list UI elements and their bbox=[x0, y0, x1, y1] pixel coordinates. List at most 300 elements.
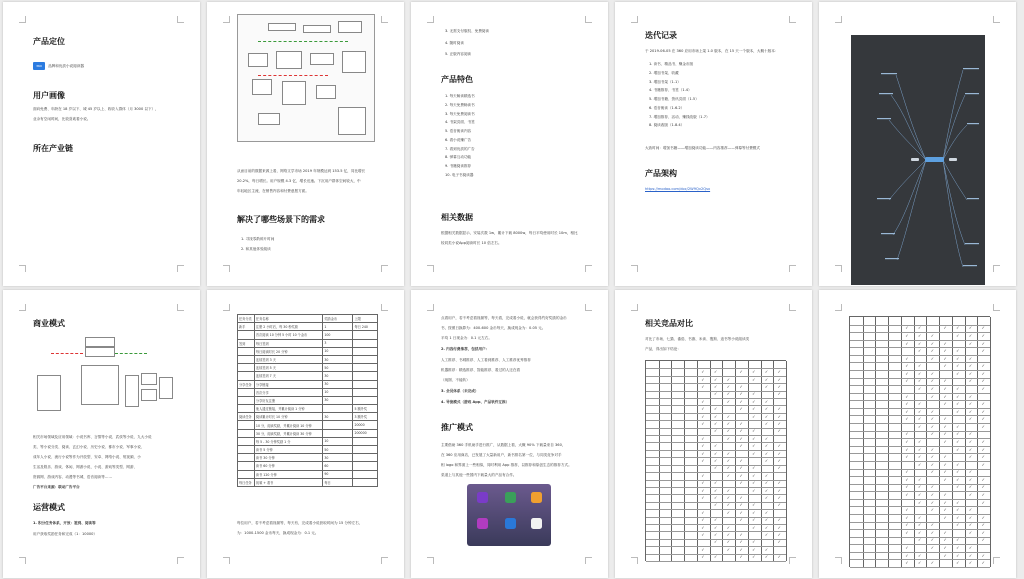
check-mark: ✓ bbox=[764, 383, 769, 389]
iteration-item: 1. 读书、精品书、赚金币版 bbox=[649, 62, 694, 66]
check-mark: ✓ bbox=[981, 454, 985, 460]
iteration-heading: 迭代记录 bbox=[645, 31, 677, 40]
features-heading: 产品特色 bbox=[441, 75, 473, 84]
feature-item: 1. 每天畅读精选书 bbox=[445, 94, 475, 98]
item-line-2: 人工推荐、书城推荐、人工看到推荐、人工推荐优秀推荐 bbox=[441, 358, 531, 362]
feature-item: 9. 书籍阅读推荐 bbox=[445, 164, 472, 169]
data-line-1: 根据相关数据显示，安装次数 1w，累计下载 8000w，每日平均使用时长 10m，相比 bbox=[441, 231, 578, 235]
app-icon-purple bbox=[477, 492, 488, 503]
check-mark: ✓ bbox=[968, 355, 973, 361]
business-line-5: 资源网、游戏内容、动漫等书城、语音阅读等…… bbox=[33, 475, 113, 479]
check-mark: ✓ bbox=[777, 428, 781, 434]
check-mark: ✓ bbox=[764, 443, 769, 449]
check-mark: ✓ bbox=[918, 454, 922, 460]
task-table-body bbox=[238, 323, 378, 487]
top-item-2: 4. 随时阅读 bbox=[445, 41, 464, 45]
check-mark: ✓ bbox=[918, 439, 922, 444]
check-mark: ✓ bbox=[726, 435, 731, 441]
check-mark: ✓ bbox=[956, 552, 960, 558]
check-mark: ✓ bbox=[764, 487, 769, 493]
check-mark: ✓ bbox=[777, 539, 781, 545]
check-mark: ✓ bbox=[752, 502, 756, 508]
check-mark: ✓ bbox=[764, 376, 769, 382]
check-mark: ✓ bbox=[726, 383, 731, 389]
check-mark: ✓ bbox=[968, 514, 973, 520]
check-mark: ✓ bbox=[701, 487, 705, 493]
check-mark: ✓ bbox=[905, 484, 909, 490]
check-mark: ✓ bbox=[726, 495, 731, 501]
check-mark: ✓ bbox=[726, 465, 731, 471]
check-mark: ✓ bbox=[956, 469, 960, 475]
check-mark: ✓ bbox=[930, 560, 935, 566]
check-mark: ✓ bbox=[943, 439, 947, 444]
check-mark: ✓ bbox=[918, 522, 922, 528]
item-line-4: （纯图、不能转） bbox=[441, 378, 470, 382]
check-mark: ✓ bbox=[981, 401, 985, 407]
check-mark: ✓ bbox=[726, 391, 731, 397]
market-line-1: 从而目前的数据来源上看，网络文学市场 2019 年规模达到 153.5 亿，同比增长 bbox=[237, 169, 366, 173]
page-6 bbox=[3, 290, 200, 578]
check-mark: ✓ bbox=[764, 458, 769, 463]
check-mark: ✓ bbox=[752, 450, 756, 456]
check-mark: ✓ bbox=[918, 408, 922, 414]
check-mark: ✓ bbox=[943, 340, 947, 346]
check-mark: ✓ bbox=[956, 545, 960, 551]
check-mark: ✓ bbox=[930, 348, 935, 354]
app-logo: 360 bbox=[33, 62, 45, 70]
promo-line-4: 渠道上与其他一些国内下载量大的产品有合作。 bbox=[441, 473, 517, 477]
check-mark: ✓ bbox=[726, 398, 731, 404]
table-header-row: 任务分类 任务名称 奖励金币 上限 bbox=[238, 315, 378, 323]
check-mark: ✓ bbox=[981, 363, 985, 369]
promo-line-3: 相 logo 和界面上一些相似，同时利用 App 推荐，以推荐和原创生态的推荐方式。 bbox=[441, 463, 572, 467]
check-mark: ✓ bbox=[752, 546, 756, 552]
check-mark: ✓ bbox=[714, 376, 718, 382]
check-mark: ✓ bbox=[739, 428, 743, 434]
check-mark: ✓ bbox=[764, 369, 769, 375]
check-mark: ✓ bbox=[905, 492, 909, 498]
check-mark: ✓ bbox=[739, 509, 743, 515]
check-mark: ✓ bbox=[956, 385, 960, 391]
check-mark: ✓ bbox=[930, 454, 935, 460]
check-mark: ✓ bbox=[968, 340, 973, 346]
check-mark: ✓ bbox=[752, 406, 756, 412]
check-mark: ✓ bbox=[777, 376, 781, 382]
iteration-item: 2. 增加书架、收藏 bbox=[649, 70, 679, 75]
check-mark: ✓ bbox=[905, 454, 909, 460]
check-mark: ✓ bbox=[968, 484, 973, 490]
check-mark: ✓ bbox=[956, 499, 960, 505]
check-mark: ✓ bbox=[981, 408, 985, 414]
check-mark: ✓ bbox=[739, 383, 743, 389]
check-mark: ✓ bbox=[701, 420, 705, 426]
check-mark: ✓ bbox=[968, 522, 973, 528]
check-mark: ✓ bbox=[714, 517, 718, 523]
business-line-3: 成年人小说、流行小说等作为开放型、安卓、网络小说、短视频、小 bbox=[33, 455, 141, 459]
business-line-1: 相关市场领域及应用领域：小说书库、言情等小说、武侠等小说、九大小说 bbox=[33, 435, 152, 439]
check-mark: ✓ bbox=[777, 420, 781, 426]
table-row: 连续签到 3 天 30 bbox=[238, 355, 378, 363]
check-mark: ✓ bbox=[777, 554, 781, 560]
table-row: 读书 120 分钟 90 bbox=[238, 470, 378, 478]
check-mark: ✓ bbox=[777, 524, 781, 530]
check-mark: ✓ bbox=[930, 484, 935, 490]
top-item-3: 5. 正版内容阅读 bbox=[445, 52, 472, 56]
check-mark: ✓ bbox=[968, 469, 973, 475]
check-mark: ✓ bbox=[739, 398, 743, 404]
check-mark: ✓ bbox=[726, 472, 731, 478]
table-row: 连续签到 5 天 50 bbox=[238, 364, 378, 372]
check-mark: ✓ bbox=[726, 376, 731, 382]
check-mark: ✓ bbox=[930, 393, 935, 399]
check-mark: ✓ bbox=[968, 332, 973, 338]
compare-intro-1: 对比了市场、七猫、番茄、书旗、米读、搜狗、追书等小说阅读类 bbox=[645, 337, 750, 341]
check-mark: ✓ bbox=[981, 529, 985, 535]
check-mark: ✓ bbox=[752, 369, 756, 375]
check-mark: ✓ bbox=[930, 340, 935, 346]
check-mark: ✓ bbox=[943, 416, 947, 422]
check-mark: ✓ bbox=[968, 370, 973, 376]
check-mark: ✓ bbox=[739, 369, 743, 375]
check-mark: ✓ bbox=[905, 401, 909, 407]
check-mark: ✓ bbox=[714, 487, 718, 493]
check-mark: ✓ bbox=[905, 439, 909, 444]
compare-intro-2: 产品，得出如下结论： bbox=[645, 347, 681, 351]
check-mark: ✓ bbox=[714, 480, 718, 486]
iteration-intro: 于 2019-06-05 在 360 应用市场上架 1.0 版本，在 15 天一个版本，大概十版本： bbox=[645, 49, 779, 53]
check-mark: ✓ bbox=[905, 355, 909, 361]
check-mark: ✓ bbox=[764, 495, 769, 501]
table-row: 每 5 - 30 分钟奖励 1 分 10 bbox=[238, 437, 378, 445]
check-mark: ✓ bbox=[752, 376, 756, 382]
business-model-diagram bbox=[33, 335, 173, 420]
check-mark: ✓ bbox=[701, 532, 705, 538]
check-mark: ✓ bbox=[918, 363, 922, 369]
check-mark: ✓ bbox=[764, 532, 769, 538]
check-mark: ✓ bbox=[930, 408, 935, 414]
check-mark: ✓ bbox=[764, 398, 769, 404]
check-mark: ✓ bbox=[714, 539, 718, 545]
check-mark: ✓ bbox=[739, 539, 743, 545]
table-row: 10 分，阅读奖励，并累计阅读 10 分钟 20000 bbox=[238, 421, 378, 429]
check-mark: ✓ bbox=[777, 495, 781, 501]
check-mark: ✓ bbox=[981, 484, 985, 490]
top-line-1: 点看用户，若不考虑看视频等，每天看，完成看小说，就会获得约好奖励的金币 bbox=[441, 316, 567, 320]
check-mark: ✓ bbox=[714, 428, 718, 434]
check-mark: ✓ bbox=[777, 487, 781, 493]
top-line-3: 平均 1 日现金为：0.1 元左右。 bbox=[441, 336, 492, 340]
check-mark: ✓ bbox=[930, 355, 935, 361]
ops-line-2: 用户获取奖励任务和完成（1：10000） bbox=[33, 532, 98, 536]
item-line-5: 3. 会员体系（未完成） bbox=[441, 389, 479, 393]
check-mark: ✓ bbox=[764, 450, 769, 456]
check-mark: ✓ bbox=[905, 529, 909, 535]
business-line-2: 类、等小说分类、阅读、玄幻小说、历史小说、都市小说、军事小说、 bbox=[33, 445, 145, 449]
item-line-3: 机器推荐：精选推荐、智能推荐、看过的人还在看 bbox=[441, 368, 521, 372]
check-mark: ✓ bbox=[956, 514, 960, 520]
industry-chain-diagram bbox=[237, 14, 375, 142]
check-mark: ✓ bbox=[752, 413, 756, 419]
check-mark: ✓ bbox=[981, 423, 985, 429]
check-mark: ✓ bbox=[752, 435, 756, 441]
check-mark: ✓ bbox=[777, 480, 781, 486]
check-mark: ✓ bbox=[764, 413, 769, 419]
check-mark: ✓ bbox=[777, 391, 781, 397]
check-mark: ✓ bbox=[752, 398, 756, 404]
comparison-table bbox=[645, 360, 786, 561]
check-mark: ✓ bbox=[981, 332, 985, 338]
check-mark: ✓ bbox=[943, 469, 947, 475]
check-mark: ✓ bbox=[714, 413, 718, 419]
check-mark: ✓ bbox=[777, 443, 781, 449]
check-mark: ✓ bbox=[930, 522, 935, 528]
check-mark: ✓ bbox=[714, 443, 718, 449]
check-mark: ✓ bbox=[918, 423, 922, 429]
check-mark: ✓ bbox=[968, 408, 973, 414]
business-line-4: 生活及娱乐、游戏、休闲、网游小说、小说、游戏等类型、网游、 bbox=[33, 465, 138, 469]
check-mark: ✓ bbox=[701, 435, 705, 441]
check-mark: ✓ bbox=[956, 476, 960, 482]
check-mark: ✓ bbox=[752, 509, 756, 515]
check-mark: ✓ bbox=[764, 554, 769, 560]
check-mark: ✓ bbox=[956, 560, 960, 566]
check-mark: ✓ bbox=[918, 416, 922, 422]
check-mark: ✓ bbox=[777, 450, 781, 456]
check-mark: ✓ bbox=[981, 476, 985, 482]
table-row: 分享任务 分享链接 30 bbox=[238, 380, 378, 388]
check-mark: ✓ bbox=[752, 554, 756, 560]
check-mark: ✓ bbox=[956, 439, 960, 444]
page-2 bbox=[207, 2, 404, 286]
page-5 bbox=[819, 2, 1016, 286]
check-mark: ✓ bbox=[981, 378, 985, 384]
check-mark: ✓ bbox=[777, 369, 781, 375]
check-mark: ✓ bbox=[905, 370, 909, 376]
check-mark: ✓ bbox=[918, 552, 922, 558]
check-mark: ✓ bbox=[739, 480, 743, 486]
architecture-heading: 产品架构 bbox=[645, 169, 677, 178]
app-icon-magenta bbox=[477, 518, 488, 529]
check-mark: ✓ bbox=[739, 472, 743, 478]
check-mark: ✓ bbox=[905, 416, 909, 422]
persona-line-1: 面向免费、年龄在 18 岁以下、城 45 岁以上、收收入群体（月 3000 以下）， bbox=[33, 107, 159, 111]
check-mark: ✓ bbox=[918, 484, 922, 490]
check-mark: ✓ bbox=[918, 560, 922, 566]
check-mark: ✓ bbox=[905, 363, 909, 369]
check-mark: ✓ bbox=[943, 431, 947, 437]
check-mark: ✓ bbox=[714, 532, 718, 538]
partner-text: 广告平台来源：联动广告平台 bbox=[33, 485, 80, 489]
data-heading: 相关数据 bbox=[441, 213, 473, 222]
check-mark: ✓ bbox=[752, 472, 756, 478]
check-mark: ✓ bbox=[943, 355, 947, 361]
table-row: 分享好友注册 30 bbox=[238, 396, 378, 404]
table-row: 首次阅读 10 分钟 5 小时 10 个金币 100 bbox=[238, 331, 378, 339]
check-mark: ✓ bbox=[701, 383, 705, 389]
check-mark: ✓ bbox=[726, 539, 731, 545]
task-table bbox=[237, 314, 378, 487]
promo-line-2: 在 360 应用商店，已发展了大量新用户，新书排名第一位，与同类竞争对手 bbox=[441, 453, 562, 457]
check-mark: ✓ bbox=[701, 458, 705, 463]
check-mark: ✓ bbox=[968, 431, 973, 437]
table-row: 读书 30 分钟 30 bbox=[238, 454, 378, 462]
check-mark: ✓ bbox=[930, 529, 935, 535]
check-mark: ✓ bbox=[918, 340, 922, 346]
check-mark: ✓ bbox=[981, 461, 985, 467]
table-row: 连续签到 7 天 30 bbox=[238, 372, 378, 380]
iteration-item: 5. 增加书籍、资讯页面（1.5） bbox=[649, 97, 699, 102]
persona-line-2: 业余有空闲时间，比较喜欢看小说。 bbox=[33, 117, 91, 121]
check-mark: ✓ bbox=[777, 406, 781, 412]
check-mark: ✓ bbox=[943, 514, 947, 520]
app-icon-blue bbox=[505, 518, 516, 529]
check-mark: ✓ bbox=[726, 524, 731, 530]
features-list bbox=[445, 95, 475, 183]
check-mark: ✓ bbox=[701, 554, 705, 560]
check-mark: ✓ bbox=[930, 545, 935, 551]
check-mark: ✓ bbox=[918, 461, 922, 467]
check-mark: ✓ bbox=[726, 458, 731, 463]
check-mark: ✓ bbox=[701, 524, 705, 530]
check-mark: ✓ bbox=[956, 446, 960, 452]
check-mark: ✓ bbox=[918, 514, 922, 520]
positioning-text: 品牌和优质小说阅读器 bbox=[48, 64, 84, 68]
architecture-link[interactable]: https://modao.com/doc/2W9Qv2Qsx bbox=[645, 187, 711, 191]
check-mark: ✓ bbox=[968, 492, 973, 498]
check-mark: ✓ bbox=[739, 554, 743, 560]
check-mark: ✓ bbox=[930, 431, 935, 437]
table-row: 首次分享 10 bbox=[238, 388, 378, 396]
check-mark: ✓ bbox=[930, 461, 935, 467]
check-mark: ✓ bbox=[968, 439, 973, 444]
feature-item: 4. 书架页面、书签 bbox=[445, 120, 475, 125]
check-mark: ✓ bbox=[918, 370, 922, 376]
page-8 bbox=[411, 290, 608, 578]
check-mark: ✓ bbox=[943, 363, 947, 369]
check-mark: ✓ bbox=[739, 406, 743, 412]
check-mark: ✓ bbox=[701, 495, 705, 501]
check-mark: ✓ bbox=[714, 406, 718, 412]
check-mark: ✓ bbox=[981, 439, 985, 444]
feature-item: 3. 每天免费阅读书 bbox=[445, 111, 475, 116]
check-mark: ✓ bbox=[918, 332, 922, 338]
table-row: 每日阅读时长 20 分钟 10 bbox=[238, 347, 378, 355]
table-row: 他人通过链接，并累计阅读 1 分钟 5 额外奖 bbox=[238, 405, 378, 413]
page-10 bbox=[819, 290, 1016, 578]
check-mark: ✓ bbox=[981, 537, 985, 543]
check-mark: ✓ bbox=[701, 546, 705, 552]
check-mark: ✓ bbox=[981, 348, 985, 354]
check-mark: ✓ bbox=[930, 507, 935, 513]
check-mark: ✓ bbox=[981, 492, 985, 498]
check-mark: ✓ bbox=[905, 514, 909, 520]
check-mark: ✓ bbox=[905, 340, 909, 346]
check-mark: ✓ bbox=[777, 458, 781, 463]
phone-screenshot bbox=[467, 484, 551, 546]
check-mark: ✓ bbox=[905, 469, 909, 475]
market-line-3: 年轻地区主流，在销售内容和付费意愿方面。 bbox=[237, 189, 309, 193]
check-mark: ✓ bbox=[739, 532, 743, 538]
check-mark: ✓ bbox=[701, 509, 705, 515]
check-mark: ✓ bbox=[956, 537, 960, 543]
compare-heading: 相关竞品对比 bbox=[645, 319, 693, 328]
check-mark: ✓ bbox=[701, 369, 705, 375]
check-mark: ✓ bbox=[918, 348, 922, 354]
comparison-table-continued bbox=[849, 316, 990, 567]
check-mark: ✓ bbox=[714, 524, 718, 530]
check-mark: ✓ bbox=[701, 413, 705, 419]
table-row: 读书 5 分钟 50 bbox=[238, 446, 378, 454]
check-mark: ✓ bbox=[943, 385, 947, 391]
market-line-2: 20.2%，每日增长。用户规模 4.3 亿，增长迅速。下沉用户群体空间较大，中 bbox=[237, 179, 361, 183]
check-mark: ✓ bbox=[981, 325, 985, 331]
check-mark: ✓ bbox=[956, 408, 960, 414]
check-mark: ✓ bbox=[956, 461, 960, 467]
check-mark: ✓ bbox=[956, 393, 960, 399]
check-mark: ✓ bbox=[752, 428, 756, 434]
check-mark: ✓ bbox=[943, 423, 947, 429]
business-heading: 商业模式 bbox=[33, 319, 65, 328]
check-mark: ✓ bbox=[943, 476, 947, 482]
check-mark: ✓ bbox=[739, 435, 743, 441]
top-item-1: 3. 无需支付版权、免费阅读 bbox=[445, 29, 490, 33]
check-mark: ✓ bbox=[943, 393, 947, 399]
table-footer-line-1: 每位用户，若不考虑看视频等，每天有，完成看小说获取时间为 15 分钟左右， bbox=[237, 521, 363, 525]
check-mark: ✓ bbox=[726, 428, 731, 434]
app-icon-white bbox=[531, 518, 542, 529]
check-mark: ✓ bbox=[764, 435, 769, 441]
check-mark: ✓ bbox=[777, 413, 781, 419]
check-mark: ✓ bbox=[943, 507, 947, 513]
check-mark: ✓ bbox=[905, 446, 909, 452]
check-mark: ✓ bbox=[956, 423, 960, 429]
check-mark: ✓ bbox=[714, 458, 718, 463]
check-mark: ✓ bbox=[714, 369, 718, 375]
check-mark: ✓ bbox=[968, 507, 973, 513]
check-mark: ✓ bbox=[714, 391, 718, 397]
check-mark: ✓ bbox=[739, 546, 743, 552]
check-mark: ✓ bbox=[968, 393, 973, 399]
need-item-2: 2. 和其他体验阅读 bbox=[241, 247, 271, 251]
iteration-item: 3. 增加书架（1.1） bbox=[649, 79, 681, 84]
persona-heading: 用户画像 bbox=[33, 91, 65, 100]
check-mark: ✓ bbox=[943, 325, 947, 331]
ops-heading: 运营模式 bbox=[33, 503, 65, 512]
check-mark: ✓ bbox=[764, 509, 769, 515]
check-mark: ✓ bbox=[956, 355, 960, 361]
industry-heading: 所在产业链 bbox=[33, 144, 73, 153]
check-mark: ✓ bbox=[956, 507, 960, 513]
check-mark: ✓ bbox=[752, 517, 756, 523]
check-mark: ✓ bbox=[777, 517, 781, 523]
check-mark: ✓ bbox=[943, 348, 947, 354]
check-mark: ✓ bbox=[943, 537, 947, 543]
check-mark: ✓ bbox=[981, 416, 985, 422]
check-mark: ✓ bbox=[905, 431, 909, 437]
check-mark: ✓ bbox=[726, 546, 731, 552]
check-mark: ✓ bbox=[739, 391, 743, 397]
table-row: 签到 每日签到 3 bbox=[238, 339, 378, 347]
table-row: 读书 60 分钟 60 bbox=[238, 462, 378, 470]
check-mark: ✓ bbox=[905, 507, 909, 513]
check-mark: ✓ bbox=[981, 560, 985, 566]
table-row: 30 分，阅读奖励，并累计阅读 30 分钟 200000 bbox=[238, 429, 378, 437]
check-mark: ✓ bbox=[752, 487, 756, 493]
check-mark: ✓ bbox=[905, 408, 909, 414]
check-mark: ✓ bbox=[968, 401, 973, 407]
app-icon-green bbox=[505, 492, 516, 503]
check-mark: ✓ bbox=[752, 465, 756, 471]
